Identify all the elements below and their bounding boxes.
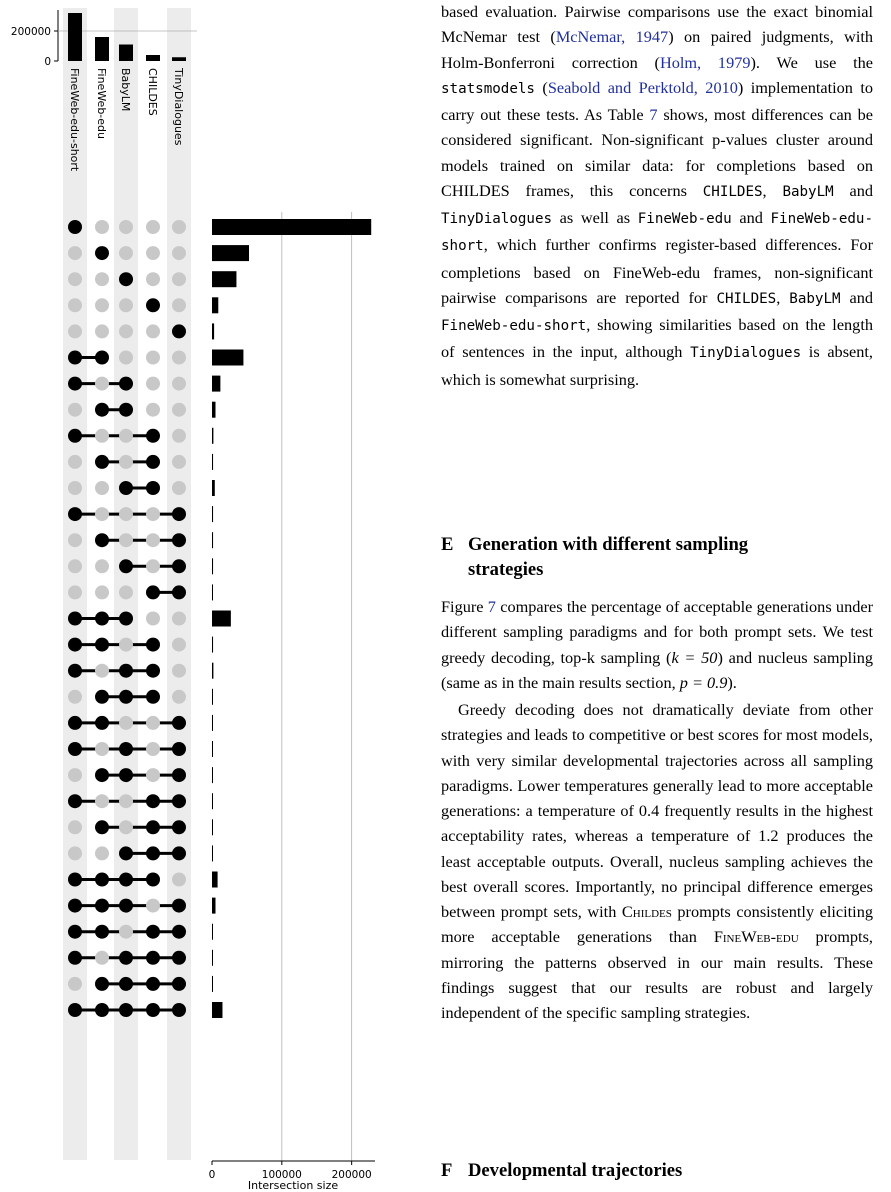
intersection-dot-active: [68, 925, 82, 939]
intersection-dot-inactive: [68, 272, 82, 286]
intersection-dot-inactive: [68, 533, 82, 547]
text-run: , showing similarities based on the length of sentences in the input, although: [441, 315, 873, 362]
intersection-dot-inactive: [146, 899, 160, 913]
intersection-dot-inactive: [68, 559, 82, 573]
intersection-dot-active: [95, 716, 109, 730]
intersection-bar: [212, 689, 213, 705]
paragraph-sampling-overview: [441, 594, 873, 695]
intersection-dot-active: [95, 899, 109, 913]
intersection-dot-active: [172, 794, 186, 808]
intersection-dot-inactive: [119, 794, 133, 808]
intersection-dot-active: [68, 638, 82, 652]
intersection-dot-active: [172, 716, 186, 730]
section-title-continued: strategies: [468, 559, 544, 580]
intersection-dot-inactive: [146, 507, 160, 521]
intersection-dot-inactive: [68, 690, 82, 704]
text-run: ,: [776, 287, 790, 307]
intersection-dot-inactive: [119, 638, 133, 652]
intersection-bar: [212, 271, 236, 287]
section-number: E: [441, 534, 454, 555]
code-text: CHILDES: [716, 290, 777, 307]
intersection-dot-active: [146, 298, 160, 312]
code-text: FineWeb-edu: [637, 211, 732, 227]
intersection-bar: [212, 793, 213, 809]
intersection-dot-inactive: [119, 298, 133, 312]
text-run: ,: [762, 180, 783, 200]
intersection-bar: [212, 245, 249, 261]
intersection-dot-inactive: [119, 351, 133, 365]
intersection-dot-active: [95, 533, 109, 547]
intersection-dot-active: [146, 664, 160, 678]
intersection-dot-active: [146, 1003, 160, 1017]
text-run: , which further confirms register-based differences. For completions based on FineWeb-edu frames, non-significant pairwise comparisons are reported for: [441, 235, 873, 307]
intersection-bar: [212, 845, 213, 861]
set-label-tinydialogues: TinyDialogues: [172, 68, 185, 146]
intersection-dot-inactive: [95, 272, 109, 286]
intersection-dot-inactive: [172, 429, 186, 443]
intersection-dot-inactive: [119, 820, 133, 834]
intersection-dot-active: [95, 403, 109, 417]
intersection-dot-active: [95, 690, 109, 704]
intersection-dot-inactive: [95, 377, 109, 391]
intersection-dot-active: [172, 925, 186, 939]
text-run: Greedy decoding does not dramatically deviate from other strategies and leads to competitive or best scores for most models, with very similar developmental trajectories across all sampling paradigms. Lower temperatures generally lead to more acceptable generations: a temperature of 0.4 frequently results in the highest acceptability rates, whereas a temperature of 1.2 produces the least acceptable outputs. Overall, nucleus sampling achieves the best overall scores. Importantly, no principal difference emerges between prompt sets, with: [441, 700, 873, 921]
intersection-bar: [212, 819, 213, 835]
section-number: F: [441, 1160, 453, 1181]
intersection-dot-inactive: [95, 559, 109, 573]
paragraph-greedy-decoding: [441, 697, 873, 1025]
intersection-bar: [212, 558, 213, 574]
intersection-dot-active: [119, 403, 133, 417]
intersection-dot-inactive: [146, 377, 160, 391]
intersection-dot-inactive: [146, 533, 160, 547]
code-text: TinyDialogues: [441, 211, 553, 227]
intersection-dot-active: [95, 455, 109, 469]
intersection-dot-inactive: [146, 324, 160, 338]
intersection-bar: [212, 428, 213, 444]
intersection-dot-active: [172, 585, 186, 599]
intersection-dot-active: [146, 977, 160, 991]
text-run: prompts consistently eliciting more acceptable generations than: [441, 902, 873, 947]
text-run: and: [833, 180, 874, 200]
intersection-dot-active: [172, 846, 186, 860]
intersection-bar: [212, 584, 213, 600]
intersection-bar: [212, 297, 218, 313]
upset-plot: [0, 0, 420, 1181]
math-k: k = 50: [671, 647, 718, 667]
intersection-dot-inactive: [146, 559, 160, 573]
intersection-dot-inactive: [68, 403, 82, 417]
intersection-dot-inactive: [172, 690, 186, 704]
intersection-dot-inactive: [68, 585, 82, 599]
intersection-dot-inactive: [146, 742, 160, 756]
intersection-dot-inactive: [172, 664, 186, 678]
intersection-dot-active: [95, 351, 109, 365]
intersection-dot-active: [119, 846, 133, 860]
intersection-dot-inactive: [95, 220, 109, 234]
intersection-dot-active: [68, 429, 82, 443]
intersection-dot-active: [68, 1003, 82, 1017]
intersection-dot-active: [95, 977, 109, 991]
dataset-name: Childes: [621, 902, 672, 921]
intersection-dot-active: [146, 794, 160, 808]
intersection-dot-inactive: [172, 272, 186, 286]
code-text: TinyDialogues: [690, 345, 802, 362]
text-run: prompts, mirroring the patterns observed in our main results. These findings suggest that our results are robust and largely independent of the specific sampling strategies.: [441, 927, 873, 1022]
intersection-dot-active: [119, 768, 133, 782]
intersection-dot-active: [68, 899, 82, 913]
set-label-childes: CHILDES: [146, 68, 159, 116]
text-run: as well as: [552, 208, 638, 227]
intersection-dot-active: [172, 559, 186, 573]
intersection-dot-active: [95, 820, 109, 834]
intersection-dot-inactive: [95, 429, 109, 443]
intersection-bar: [212, 924, 213, 940]
intersection-bar: [212, 663, 213, 679]
section-heading-e: [441, 532, 873, 582]
code-text: FineWeb-edu-short: [441, 211, 873, 255]
intersection-dot-active: [119, 664, 133, 678]
text-run: compares the percentage of acceptable generations under different sampling paradigms and for both prompt sets. We test greedy decoding, top-k sampling (: [441, 597, 874, 667]
intersection-dot-active: [119, 742, 133, 756]
intersection-dot-inactive: [172, 638, 186, 652]
intersection-dot-active: [68, 742, 82, 756]
intersection-dot-active: [68, 716, 82, 730]
set-size-axis: [11, 10, 58, 68]
code-text: FineWeb-edu-short: [441, 318, 587, 334]
text-run: shows, most differences can be considered significant. Non-significant p-values cluster around models trained on similar data: for completions based on CHILDES frames, this concerns: [441, 105, 873, 200]
citation-link[interactable]: Holm, 1979: [659, 52, 751, 72]
intersection-bar: [212, 454, 213, 470]
dataset-name: FineWeb-edu: [713, 927, 799, 947]
set-size-bar: [146, 55, 160, 61]
intersection-dot-inactive: [146, 272, 160, 286]
code-text: CHILDES: [702, 183, 763, 200]
intersection-dot-active: [119, 899, 133, 913]
intersection-dot-inactive: [68, 298, 82, 312]
text-run: is absent, which is somewhat surprising.: [441, 342, 873, 389]
set-size-tick-label: 0: [44, 56, 51, 68]
intersection-dot-active: [119, 377, 133, 391]
intersection-dot-active: [68, 873, 82, 887]
set-size-bar: [95, 37, 109, 61]
intersection-dot-inactive: [172, 873, 186, 887]
text-run: based evaluation. Pairwise comparisons use the exact binomial McNemar test (: [441, 2, 873, 47]
intersection-dot-inactive: [95, 664, 109, 678]
intersection-dot-inactive: [146, 403, 160, 417]
intersection-bar: [212, 402, 215, 418]
intersection-dot-active: [146, 585, 160, 599]
intersection-dot-inactive: [119, 585, 133, 599]
intersection-dot-active: [172, 899, 186, 913]
set-size-bar: [119, 45, 133, 62]
text-run: and: [840, 287, 874, 307]
intersection-dot-inactive: [172, 351, 186, 365]
intersection-dot-active: [95, 1003, 109, 1017]
set-size-bar: [172, 57, 186, 61]
intersection-dot-inactive: [119, 246, 133, 260]
intersection-bar: [212, 976, 213, 992]
intersection-dot-active: [68, 794, 82, 808]
intersection-gridlines: [282, 212, 352, 1161]
intersection-dot-inactive: [146, 246, 160, 260]
intersection-dot-active: [68, 612, 82, 626]
intersection-dot-inactive: [119, 716, 133, 730]
intersection-dot-active: [95, 612, 109, 626]
intersection-dot-inactive: [146, 716, 160, 730]
intersection-dot-active: [172, 768, 186, 782]
intersection-dot-inactive: [95, 481, 109, 495]
intersection-dot-active: [119, 481, 133, 495]
intersection-dot-active: [146, 690, 160, 704]
intersection-dot-inactive: [119, 324, 133, 338]
section-title: Developmental trajectories: [468, 1160, 683, 1181]
citation-link[interactable]: Seabold and Perktold, 2010: [547, 77, 738, 97]
intersection-axis-tick-label: 100000: [261, 1169, 302, 1181]
intersection-dot-active: [95, 768, 109, 782]
intersection-dot-inactive: [95, 585, 109, 599]
intersection-dot-inactive: [172, 298, 186, 312]
intersection-dot-active: [95, 638, 109, 652]
set-label-fineweb-edu: FineWeb-edu: [95, 68, 108, 139]
intersection-bar: [212, 350, 243, 366]
intersection-dot-active: [146, 951, 160, 965]
math-p: p = 0.9: [679, 672, 728, 692]
text-run: ). We use the: [750, 52, 873, 72]
intersection-dot-inactive: [119, 429, 133, 443]
intersection-dot-active: [119, 690, 133, 704]
upset-plot-figure: [0, 0, 420, 1192]
intersection-dot-active: [95, 925, 109, 939]
intersection-dot-active: [119, 951, 133, 965]
intersection-bar: [212, 1002, 222, 1018]
paper-text-column: [441, 0, 873, 1181]
intersection-dot-inactive: [119, 507, 133, 521]
intersection-bar: [212, 376, 220, 392]
intersection-dot-inactive: [119, 925, 133, 939]
intersection-dot-inactive: [95, 951, 109, 965]
intersection-bar: [212, 872, 218, 888]
code-text: BabyLM: [782, 183, 834, 200]
citation-link[interactable]: McNemar, 1947: [555, 27, 669, 47]
intersection-dot-inactive: [68, 481, 82, 495]
intersection-bar: [212, 532, 213, 548]
intersection-dot-inactive: [172, 481, 186, 495]
intersection-dot-inactive: [68, 820, 82, 834]
intersection-bar: [212, 898, 215, 914]
intersection-dot-inactive: [95, 742, 109, 756]
intersection-bar: [212, 506, 213, 522]
section-heading-f: [441, 1158, 873, 1183]
intersection-dot-active: [172, 977, 186, 991]
intersection-dot-inactive: [172, 455, 186, 469]
intersection-dot-active: [119, 612, 133, 626]
intersection-dot-active: [119, 1003, 133, 1017]
intersection-dot-inactive: [146, 768, 160, 782]
intersection-dot-inactive: [119, 220, 133, 234]
intersection-bar: [212, 767, 213, 783]
intersection-dot-inactive: [146, 220, 160, 234]
intersection-dot-active: [172, 951, 186, 965]
intersection-bar: [212, 219, 371, 235]
intersection-bar: [212, 715, 213, 731]
intersection-dot-active: [119, 272, 133, 286]
code-text: statsmodels: [441, 80, 535, 97]
intersection-dot-active: [172, 742, 186, 756]
intersection-dot-active: [146, 925, 160, 939]
set-label-babylm: BabyLM: [119, 68, 132, 112]
intersection-bar: [212, 741, 213, 757]
intersection-bar: [212, 480, 215, 496]
intersection-dot-active: [68, 951, 82, 965]
intersection-dot-active: [146, 638, 160, 652]
intersection-dot-inactive: [68, 846, 82, 860]
text-run: ).: [727, 672, 737, 692]
intersection-bars: [212, 219, 371, 1018]
intersection-dot-inactive: [95, 298, 109, 312]
intersection-dot-active: [95, 246, 109, 260]
intersection-dot-active: [68, 377, 82, 391]
intersection-dot-active: [172, 324, 186, 338]
intersection-dot-inactive: [95, 507, 109, 521]
intersection-dot-inactive: [68, 324, 82, 338]
intersection-dot-active: [146, 481, 160, 495]
set-size-bar: [68, 13, 82, 61]
intersection-size-axis: [209, 1161, 375, 1181]
intersection-dot-inactive: [172, 246, 186, 260]
intersection-axis-tick-label: 200000: [331, 1169, 372, 1181]
intersection-dot-active: [146, 873, 160, 887]
set-label-fineweb-edu-short: FineWeb-edu-short: [68, 68, 81, 172]
text-run: ) implementation to carry out these tests. As Table: [441, 77, 873, 124]
text-run: Figure: [441, 597, 488, 616]
intersection-dot-inactive: [119, 455, 133, 469]
intersection-dot-active: [68, 507, 82, 521]
table-reference-link[interactable]: 7: [649, 105, 658, 124]
intersection-axis-tick-label: 0: [208, 1169, 216, 1181]
intersection-dot-inactive: [95, 324, 109, 338]
section-title: Generation with different sampling: [468, 534, 749, 555]
figure-reference-link[interactable]: 7: [487, 597, 496, 616]
intersection-dot-active: [68, 664, 82, 678]
intersection-dot-inactive: [146, 612, 160, 626]
intersection-dot-inactive: [68, 768, 82, 782]
text-run: ) and nucleus sampling (same as in the main results section,: [441, 647, 873, 692]
text-run: and: [731, 208, 771, 227]
intersection-dot-inactive: [119, 533, 133, 547]
intersection-dot-inactive: [172, 377, 186, 391]
intersection-dot-inactive: [146, 351, 160, 365]
text-run: ) on paired judgments, with Holm-Bonferroni correction (: [441, 27, 874, 72]
intersection-dot-active: [172, 507, 186, 521]
intersection-dot-active: [172, 533, 186, 547]
intersection-dot-active: [172, 1003, 186, 1017]
intersection-dot-inactive: [68, 977, 82, 991]
set-size-tick-label: 200000: [10, 26, 51, 38]
intersection-dot-inactive: [172, 220, 186, 234]
intersection-dot-active: [119, 559, 133, 573]
intersection-dot-active: [68, 220, 82, 234]
intersection-dot-inactive: [68, 246, 82, 260]
intersection-dot-inactive: [172, 403, 186, 417]
intersection-dot-active: [146, 455, 160, 469]
intersection-dot-inactive: [68, 455, 82, 469]
intersection-bar: [212, 950, 213, 966]
intersection-dot-active: [119, 977, 133, 991]
intersection-dot-active: [68, 351, 82, 365]
intersection-dot-active: [146, 846, 160, 860]
intersection-bar: [212, 323, 214, 339]
intersection-dot-inactive: [95, 794, 109, 808]
intersection-dot-inactive: [95, 846, 109, 860]
intersection-dot-active: [146, 820, 160, 834]
intersection-axis-label: Intersection size: [247, 1179, 339, 1192]
intersection-dot-active: [172, 820, 186, 834]
intersection-dot-active: [146, 429, 160, 443]
intersection-dot-active: [119, 873, 133, 887]
intersection-dot-inactive: [172, 612, 186, 626]
intersection-bar: [212, 611, 231, 627]
code-text: BabyLM: [789, 290, 841, 307]
paragraph-statistical-tests: [441, 0, 873, 392]
text-run: (: [534, 77, 548, 97]
intersection-dot-active: [95, 873, 109, 887]
intersection-bar: [212, 637, 213, 653]
